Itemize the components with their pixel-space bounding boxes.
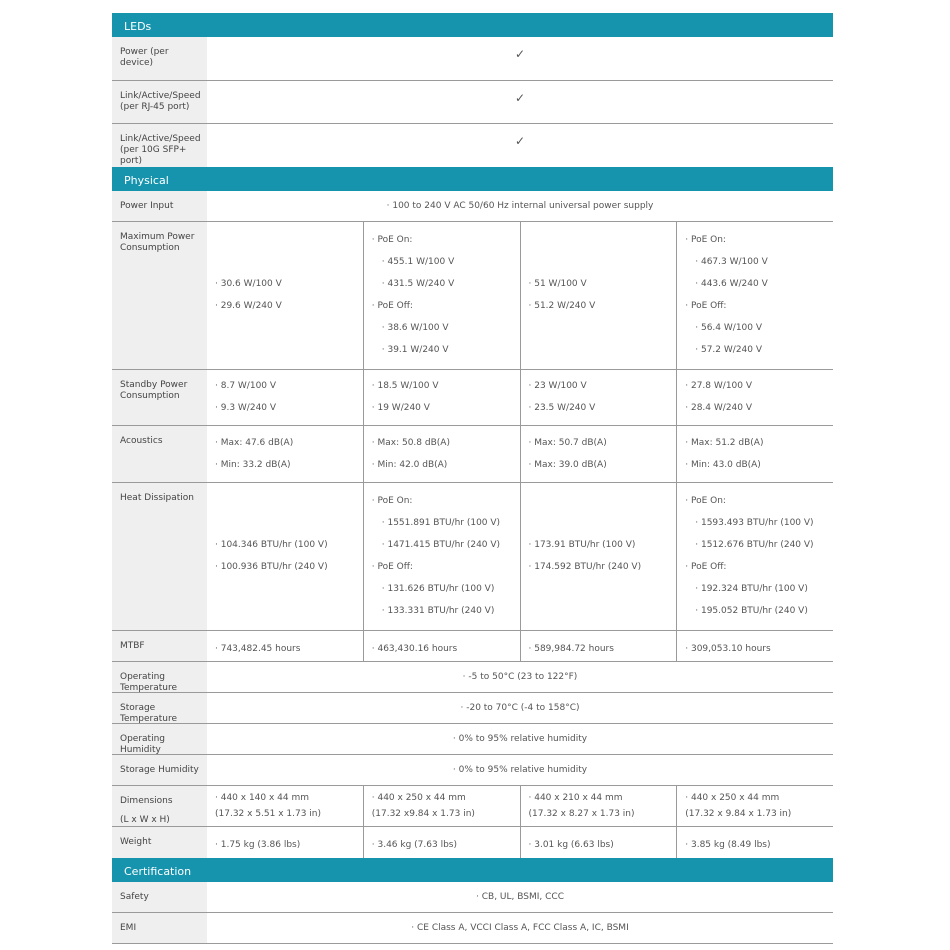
spec-row-storage-humidity [112, 755, 833, 786]
cell-value: · 18.5 W/100 V [372, 381, 512, 392]
section-header-leds: LEDs [112, 13, 833, 37]
cell-value: · PoE On: [372, 496, 512, 507]
row-label [112, 786, 207, 826]
row-label: MTBF [112, 631, 207, 661]
spec-row-max-power [112, 222, 833, 370]
row-label-line: Dimensions [120, 796, 173, 806]
spec-row-heat-dissipation [112, 483, 833, 631]
cell-value: · Max: 50.7 dB(A) [529, 438, 669, 449]
cell-value: · 23.5 W/240 V [529, 403, 669, 414]
cell-value: · 174.592 BTU/hr (240 V) [529, 562, 669, 573]
cell-value: · PoE On: [372, 235, 512, 246]
row-label: Link/Active/Speed (per 10G SFP+ port) [112, 124, 207, 167]
cell-value: (17.32 x 9.84 x 1.73 in) [685, 809, 792, 819]
cell-value: · 56.4 W/100 V [685, 323, 825, 334]
cell-value: · 0% to 95% relative humidity [453, 765, 587, 776]
cell-value: · 0% to 95% relative humidity [453, 734, 587, 745]
row-label: Acoustics [112, 426, 207, 482]
spec-row-power-led [112, 37, 833, 81]
cell-value: · CB, UL, BSMI, CCC [476, 892, 564, 903]
cell-value: · Min: 33.2 dB(A) [215, 460, 355, 471]
cell-value: · 195.052 BTU/hr (240 V) [685, 606, 825, 617]
spec-row-power-input [112, 191, 833, 222]
cell-value: · 743,482.45 hours [215, 644, 355, 655]
cell-value: · 104.346 BTU/hr (100 V) [215, 540, 355, 551]
cell-value: · -20 to 70°C (-4 to 158°C) [460, 703, 579, 714]
cell-value: · 467.3 W/100 V [685, 257, 825, 268]
model-column-4 [676, 222, 833, 369]
cell-value: · 589,984.72 hours [529, 644, 669, 655]
cell-value: · 1593.493 BTU/hr (100 V) [685, 518, 825, 529]
cell-value: (17.32 x9.84 x 1.73 in) [371, 809, 475, 819]
cell-value: · 1.75 kg (3.86 lbs) [215, 840, 355, 851]
cell-value: · Min: 42.0 dB(A) [372, 460, 512, 471]
row-label: Safety [112, 882, 207, 912]
row-label: Operating Temperature [112, 662, 207, 692]
row-label: Maximum Power Consumption [112, 222, 207, 369]
check-icon: ✓ [514, 91, 526, 105]
cell-value: · 3.46 kg (7.63 lbs) [372, 840, 512, 851]
cell-value: · 39.1 W/240 V [372, 345, 512, 356]
cell-value: · 100.936 BTU/hr (240 V) [215, 562, 355, 573]
cell-value: · Max: 47.6 dB(A) [215, 438, 355, 449]
spec-row-operating-temperature [112, 662, 833, 693]
row-label: Power Input [112, 191, 207, 221]
cell-value: · 3.85 kg (8.49 lbs) [685, 840, 825, 851]
cell-value: · 9.3 W/240 V [215, 403, 355, 414]
row-label: Operating Humidity [112, 724, 207, 754]
row-label: Power (per device) [112, 37, 207, 80]
model-column-1 [207, 222, 363, 369]
cell-value: · 100 to 240 V AC 50/60 Hz internal universal power supply [387, 201, 654, 212]
cell-value: · CE Class A, VCCI Class A, FCC Class A, IC, BSMI [411, 923, 628, 934]
row-label-line: (L x W x H) [120, 815, 170, 825]
cell-value: · PoE Off: [372, 562, 512, 573]
check-icon: ✓ [514, 47, 526, 61]
row-label: Storage Humidity [112, 755, 207, 785]
cell-value: · 30.6 W/100 V [215, 279, 355, 290]
row-label: Link/Active/Speed (per RJ-45 port) [112, 81, 207, 123]
spec-row-acoustics [112, 426, 833, 483]
section-header-certification: Certification [112, 858, 833, 882]
row-label: Heat Dissipation [112, 483, 207, 630]
cell-value: · 455.1 W/100 V [372, 257, 512, 268]
spec-row-mtbf [112, 631, 833, 662]
cell-value: · 57.2 W/240 V [685, 345, 825, 356]
cell-value: · -5 to 50°C (23 to 122°F) [463, 672, 578, 683]
cell-value: · 28.4 W/240 V [685, 403, 825, 414]
cell-value: · 440 x 210 x 44 mm [529, 792, 669, 804]
cell-value: · 131.626 BTU/hr (100 V) [372, 584, 512, 595]
spec-row-rj45-led [112, 81, 833, 124]
model-column-2 [363, 222, 520, 369]
row-label: EMI [112, 913, 207, 943]
cell-value: · 440 x 250 x 44 mm [685, 792, 825, 804]
cell-value: · 23 W/100 V [529, 381, 669, 392]
row-label: Standby Power Consumption [112, 370, 207, 425]
cell-value: · Max: 39.0 dB(A) [529, 460, 669, 471]
cell-value: · Max: 51.2 dB(A) [685, 438, 825, 449]
cell-value: · 440 x 140 x 44 mm [215, 792, 355, 804]
cell-value: · 51 W/100 V [529, 279, 669, 290]
cell-value: · 38.6 W/100 V [372, 323, 512, 334]
cell-value: · PoE On: [685, 235, 825, 246]
cell-value: · 463,430.16 hours [372, 644, 512, 655]
row-label: Storage Temperature [112, 693, 207, 723]
cell-value: · Max: 50.8 dB(A) [372, 438, 512, 449]
section-header-physical: Physical [112, 167, 833, 191]
cell-value: · 3.01 kg (6.63 lbs) [529, 840, 669, 851]
cell-value: · PoE Off: [372, 301, 512, 312]
cell-value: · 443.6 W/240 V [685, 279, 825, 290]
spec-row-operating-humidity [112, 724, 833, 755]
cell-value: · PoE Off: [685, 562, 825, 573]
cell-value: · 29.6 W/240 V [215, 301, 355, 312]
cell-value: · 1471.415 BTU/hr (240 V) [372, 540, 512, 551]
spec-row-dimensions [112, 786, 833, 827]
cell-value: · Min: 43.0 dB(A) [685, 460, 825, 471]
cell-value: · 19 W/240 V [372, 403, 512, 414]
spec-row-emi [112, 913, 833, 944]
spec-row-storage-temperature [112, 693, 833, 724]
cell-value: · 51.2 W/240 V [529, 301, 669, 312]
spec-row-sfp-led [112, 124, 833, 167]
cell-value: · 133.331 BTU/hr (240 V) [372, 606, 512, 617]
cell-value: · 27.8 W/100 V [685, 381, 825, 392]
cell-value: · PoE On: [685, 496, 825, 507]
cell-value: · 1512.676 BTU/hr (240 V) [685, 540, 825, 551]
spec-row-weight [112, 827, 833, 858]
cell-value: · 192.324 BTU/hr (100 V) [685, 584, 825, 595]
cell-value: · 1551.891 BTU/hr (100 V) [372, 518, 512, 529]
check-icon: ✓ [514, 134, 526, 148]
model-column-3 [520, 222, 677, 369]
cell-value: (17.32 x 5.51 x 1.73 in) [215, 809, 322, 819]
cell-value: · 309,053.10 hours [685, 644, 825, 655]
row-label: Weight [112, 827, 207, 858]
spec-sheet [112, 13, 833, 944]
cell-value: (17.32 x 8.27 x 1.73 in) [528, 809, 635, 819]
cell-value: · PoE Off: [685, 301, 825, 312]
cell-value: · 431.5 W/240 V [372, 279, 512, 290]
spec-row-standby-power [112, 370, 833, 426]
cell-value: · 440 x 250 x 44 mm [372, 792, 512, 804]
cell-value: · 173.91 BTU/hr (100 V) [529, 540, 669, 551]
cell-value: · 8.7 W/100 V [215, 381, 355, 392]
spec-row-safety [112, 882, 833, 913]
